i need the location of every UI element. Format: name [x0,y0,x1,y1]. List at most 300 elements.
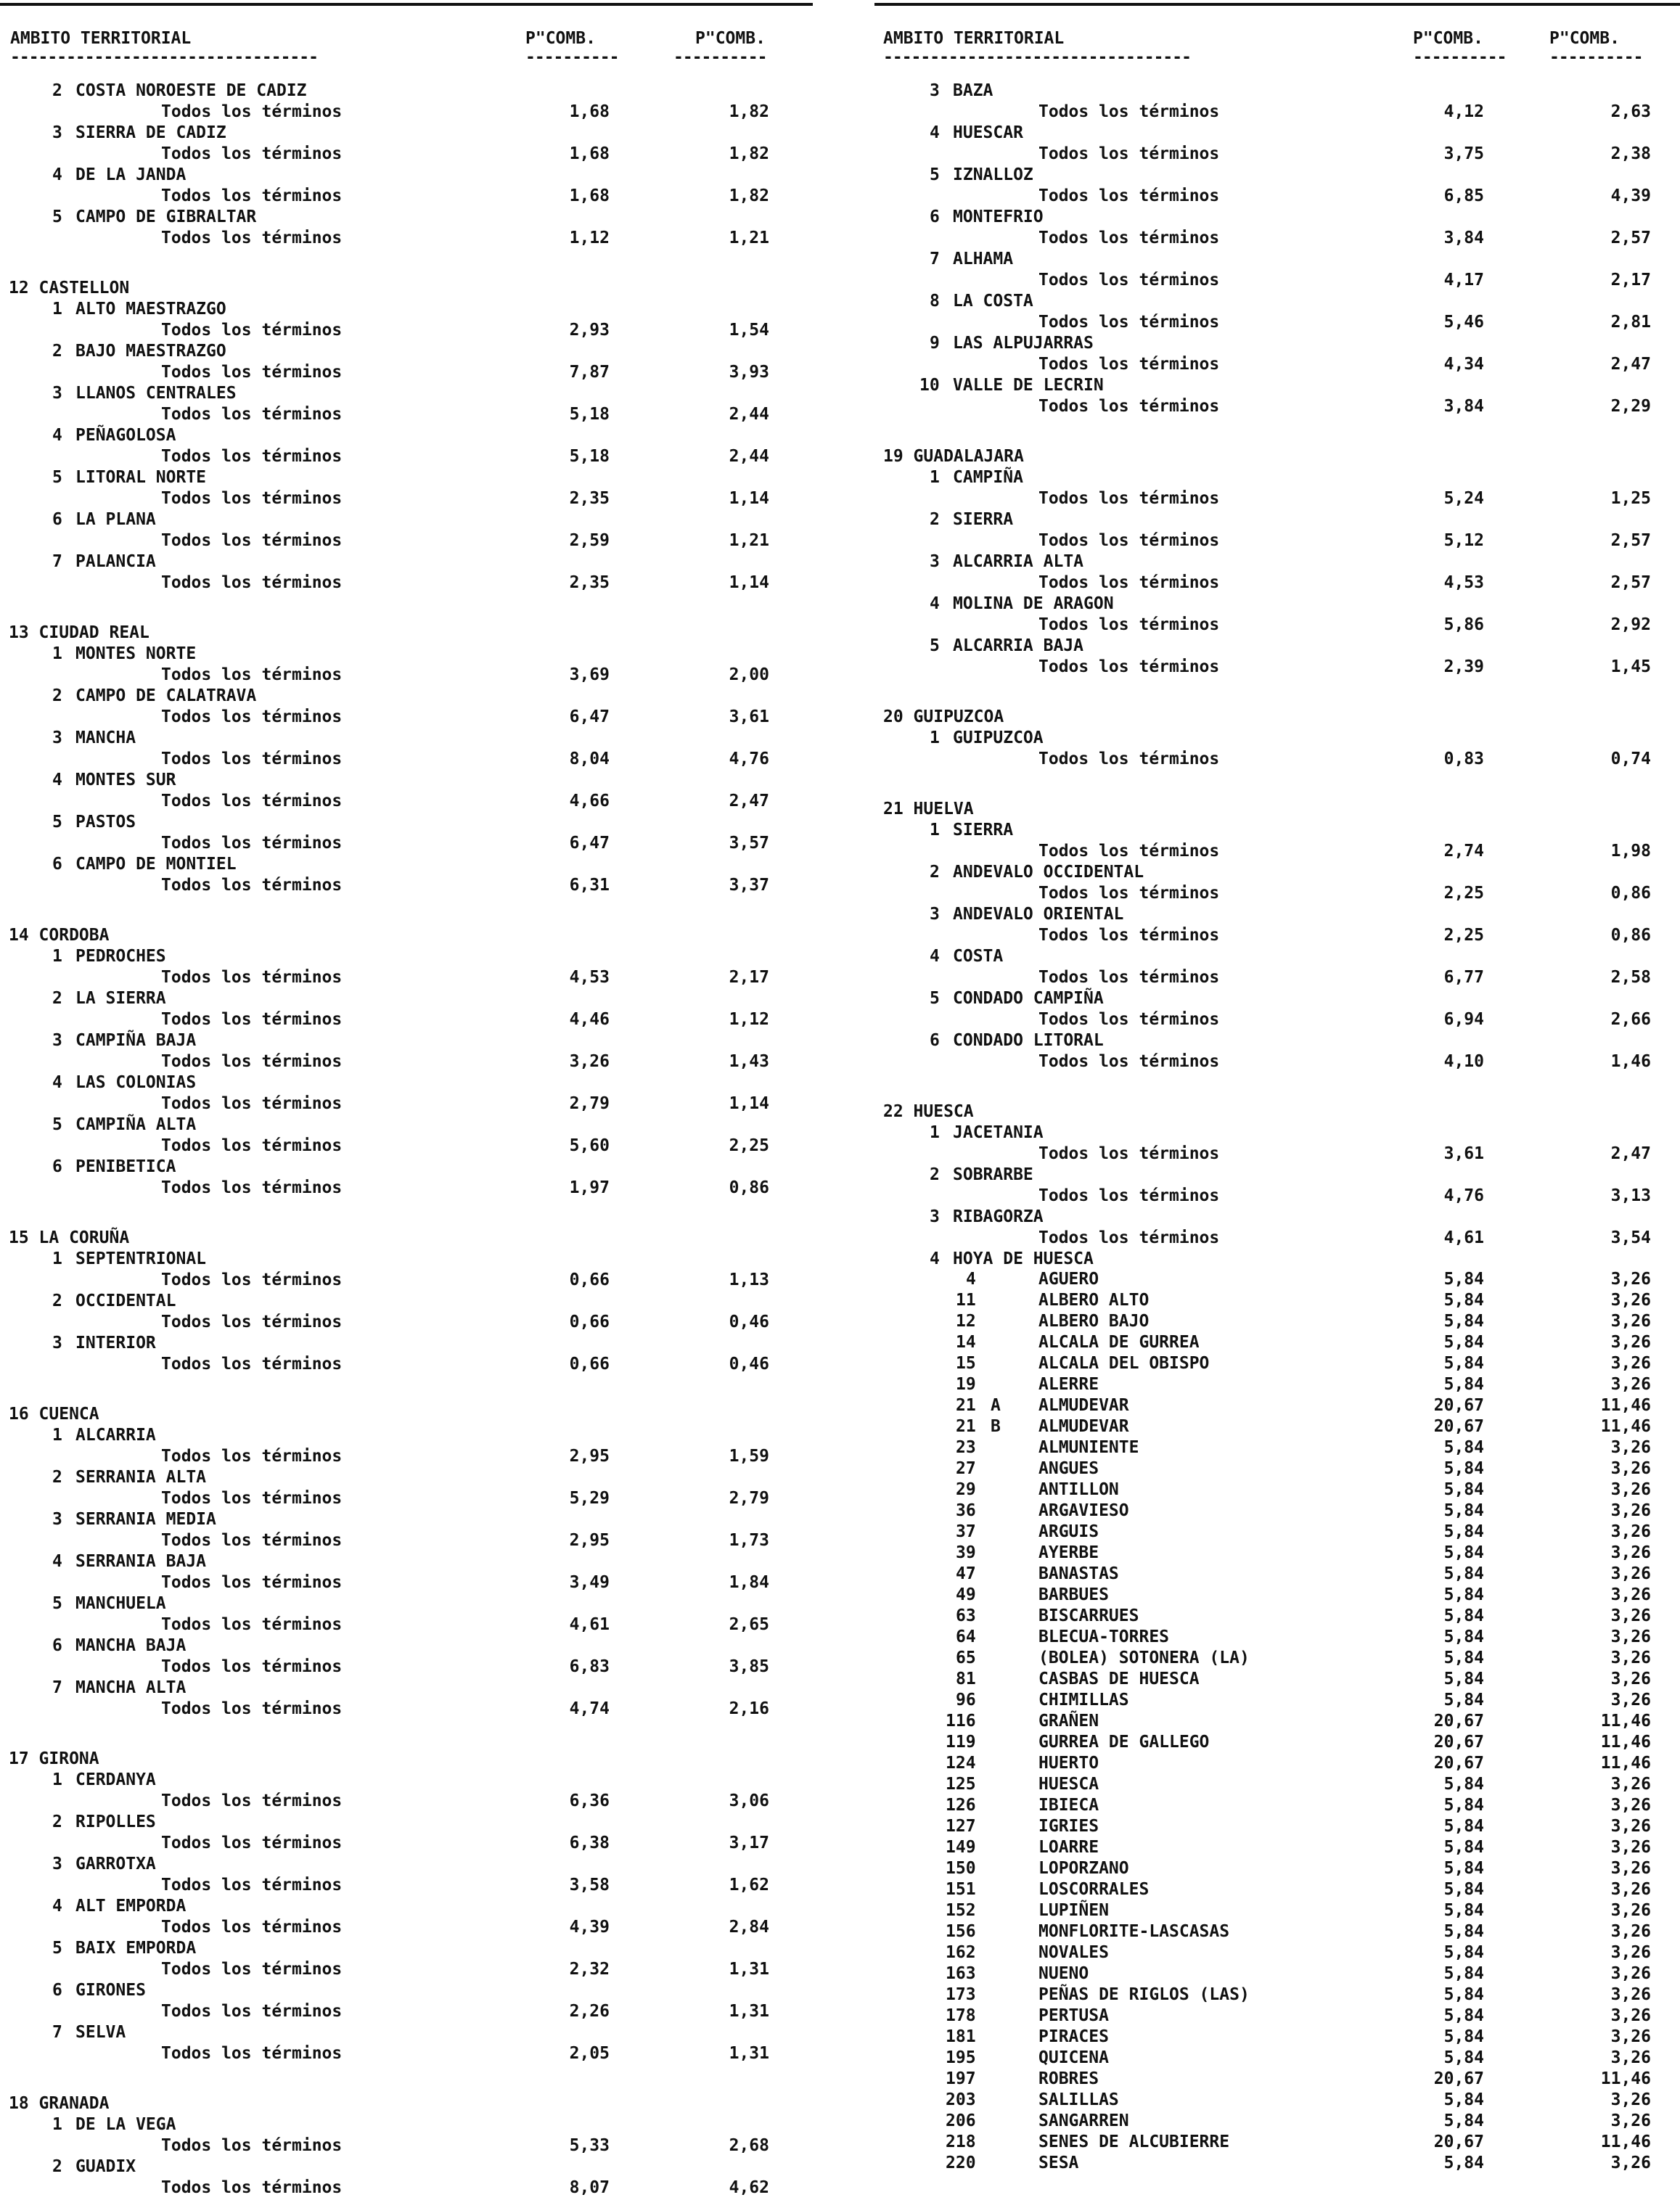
all-terms-label: Todos los términos [1038,102,1220,121]
municipality-row [874,1902,1680,1923]
all-terms-label: Todos los términos [1038,229,1220,247]
row-all [0,405,813,427]
province-heading: 13 CIUDAD REAL [9,623,149,642]
pcomb-value-2: 11,46 [1600,2133,1651,2151]
row-all [874,397,1680,419]
municipality-row [874,2091,1680,2112]
pcomb-value-1: 5,84 [1443,1628,1484,1646]
pcomb-value-2: 4,62 [729,2178,769,2197]
row-all [0,1094,813,1116]
row-zone [0,552,813,574]
zone-number: 3 [52,1334,62,1353]
row-zone [0,989,813,1011]
municipality-name: (BOLEA) SOTONERA (LA) [1038,1649,1250,1667]
municipality-code: 119 [946,1733,976,1752]
all-terms-label: Todos los términos [161,1271,343,1289]
pcomb-value-2: 3,26 [1610,1880,1651,1899]
pcomb-value-1: 5,84 [1443,1796,1484,1815]
row-zone [0,1073,813,1095]
province-heading: 17 GIRONA [9,1749,99,1768]
pcomb-value-2: 2,29 [1610,397,1651,416]
pcomb-value-1: 5,84 [1443,1564,1484,1583]
pcomb-value-2: 1,14 [729,573,769,592]
municipality-row [874,1418,1680,1439]
pcomb-value-2: 2,16 [729,1699,769,1718]
municipality-name: GRAÑEN [1038,1712,1099,1731]
pcomb-value-1: 5,84 [1443,1291,1484,1310]
municipality-name: SANGARREN [1038,2111,1129,2130]
pcomb-value-2: 1,46 [1610,1052,1651,1071]
row-all [874,968,1680,990]
all-terms-label: Todos los términos [1038,750,1220,768]
row-prov [0,623,813,645]
pcomb-value-2: 2,44 [729,405,769,424]
pcomb-value-2: 2,68 [729,2136,769,2155]
zone-name: PALANCIA [75,552,156,571]
zone-number: 5 [52,208,62,226]
pcomb-value-2: 2,57 [1610,573,1651,592]
zone-number: 1 [52,2115,62,2134]
municipality-row [874,1733,1680,1754]
pcomb-value-2: 3,26 [1610,2111,1651,2130]
pcomb-value-2: 1,14 [729,1094,769,1113]
row-zone [0,1249,813,1271]
municipality-row [874,2112,1680,2133]
pcomb-value-1: 5,84 [1443,1501,1484,1520]
pcomb-value-2: 3,26 [1610,1480,1651,1499]
pcomb-value-1: 3,58 [569,1876,610,1895]
pcomb-value-1: 0,66 [569,1355,610,1374]
pcomb-value-1: 5,84 [1443,1901,1484,1920]
zone-name: BAJO MAESTRAZGO [75,342,226,361]
row-zone [874,947,1680,969]
pcomb-value-2: 3,26 [1610,1543,1651,1562]
municipality-suffix: A [991,1396,1001,1415]
municipality-row [874,1860,1680,1881]
pcomb-value-1: 5,84 [1443,1354,1484,1373]
zone-name: INTERIOR [75,1334,156,1353]
all-terms-label: Todos los términos [161,834,343,853]
zone-number: 4 [52,771,62,789]
pcomb-value-1: 4,34 [1443,355,1484,374]
all-terms-label: Todos los términos [1038,884,1220,903]
zone-name: IZNALLOZ [953,165,1033,184]
pcomb-value-1: 3,69 [569,665,610,684]
row-all [0,2178,813,2200]
pcomb-value-2: 3,26 [1610,2154,1651,2172]
zone-number: 1 [52,947,62,966]
pcomb-value-1: 5,84 [1443,1922,1484,1941]
pcomb-value-1: 5,84 [1443,1649,1484,1667]
zone-number: 6 [52,1636,62,1655]
municipality-name: IGRIES [1038,1817,1099,1836]
all-terms-label: Todos los términos [161,1699,343,1718]
municipality-code: 47 [956,1564,976,1583]
row-all [0,2044,813,2066]
all-terms-label: Todos los términos [161,1313,343,1331]
municipality-name: LOARRE [1038,1838,1099,1857]
pcomb-value-2: 3,26 [1610,1354,1651,1373]
all-terms-label: Todos los términos [1038,573,1220,592]
pcomb-value-2: 2,58 [1610,968,1651,987]
municipality-row [874,1481,1680,1502]
pcomb-value-1: 6,83 [569,1657,610,1676]
zone-number: 9 [930,334,940,353]
municipality-code: 15 [956,1354,976,1373]
all-terms-label: Todos los términos [161,363,343,382]
municipality-name: LOPORZANO [1038,1859,1129,1878]
pcomb-value-2: 1,25 [1610,489,1651,508]
municipality-code: 181 [946,2027,976,2046]
row-zone [874,552,1680,574]
zone-number: 7 [52,1678,62,1697]
pcomb-value-2: 2,44 [729,447,769,466]
pcomb-value-2: 3,57 [729,834,769,853]
zone-name: MANCHA BAJA [75,1636,187,1655]
zone-name: SIERRA DE CADIZ [75,123,226,142]
zone-number: 2 [52,2157,62,2176]
all-terms-label: Todos los términos [161,1834,343,1852]
municipality-code: 36 [956,1501,976,1520]
all-terms-label: Todos los términos [161,1573,343,1592]
municipality-row [874,1628,1680,1649]
pcomb-value-2: 1,59 [729,1447,769,1466]
municipality-name: BARBUES [1038,1585,1109,1604]
row-all [0,363,813,385]
municipality-name: SENES DE ALCUBIERRE [1038,2133,1230,2151]
row-zone [874,905,1680,927]
municipality-name: CHIMILLAS [1038,1691,1129,1709]
zone-number: 4 [52,1073,62,1092]
row-zone [0,1636,813,1658]
municipality-code: 206 [946,2111,976,2130]
province-heading: 22 HUESCA [883,1102,974,1121]
province-heading: 20 GUIPUZCOA [883,707,1004,726]
row-all [0,1489,813,1511]
zone-number: 4 [930,1249,940,1268]
municipality-name: ALBERO ALTO [1038,1291,1150,1310]
pcomb-value-1: 4,46 [569,1010,610,1029]
municipality-code: 65 [956,1649,976,1667]
municipality-code: 21 [956,1396,976,1415]
row-zone [874,81,1680,103]
zone-number: 4 [52,1897,62,1916]
zone-name: CONDADO CAMPIÑA [953,989,1104,1008]
all-terms-label: Todos los términos [161,1355,343,1374]
zone-number: 4 [52,426,62,445]
row-all [0,1918,813,1940]
municipality-code: 150 [946,1859,976,1878]
pcomb-value-1: 7,87 [569,363,610,382]
row-zone [874,468,1680,490]
row-all [0,1573,813,1595]
pcomb-value-2: 1,12 [729,1010,769,1029]
zone-number: 3 [52,1855,62,1873]
header-pcomb-1: P"COMB. [525,29,596,48]
row-all [0,968,813,990]
municipality-name: PEÑAS DE RIGLOS (LAS) [1038,1985,1250,2004]
municipality-name: BISCARRUES [1038,1606,1139,1625]
all-terms-label: Todos los términos [1038,313,1220,332]
row-zone [0,1115,813,1137]
pcomb-value-1: 4,74 [569,1699,610,1718]
pcomb-value-1: 1,68 [569,102,610,121]
zone-name: LAS ALPUJARRAS [953,334,1094,353]
pcomb-value-1: 5,84 [1443,2027,1484,2046]
pcomb-value-1: 5,84 [1443,1691,1484,1709]
municipality-row [874,1334,1680,1355]
row-all [0,1657,813,1679]
pcomb-value-2: 3,26 [1610,2048,1651,2067]
zone-number: 4 [52,1552,62,1571]
pcomb-value-1: 6,77 [1443,968,1484,987]
all-terms-label: Todos los términos [161,489,343,508]
pcomb-value-1: 5,18 [569,447,610,466]
municipality-code: 127 [946,1817,976,1836]
pcomb-value-2: 3,26 [1610,1859,1651,1878]
pcomb-value-2: 3,06 [729,1791,769,1810]
pcomb-value-2: 1,82 [729,186,769,205]
row-zone [0,728,813,750]
pcomb-value-1: 2,32 [569,1960,610,1979]
all-terms-label: Todos los términos [161,1052,343,1071]
pcomb-value-1: 2,05 [569,2044,610,2063]
pcomb-value-1: 2,95 [569,1447,610,1466]
municipality-row [874,2070,1680,2091]
row-zone [0,342,813,364]
all-terms-label: Todos los términos [161,1178,343,1197]
row-all [874,1228,1680,1250]
pcomb-value-2: 3,26 [1610,1522,1651,1541]
pcomb-value-1: 20,67 [1433,1396,1484,1415]
municipality-row [874,1965,1680,1986]
municipality-row [874,1565,1680,1586]
pcomb-value-1: 3,26 [569,1052,610,1071]
pcomb-value-2: 2,47 [1610,1144,1651,1163]
all-terms-label: Todos los términos [161,1960,343,1979]
zone-name: GIRONES [75,1981,146,2000]
row-all [0,1178,813,1200]
municipality-name: PERTUSA [1038,2006,1109,2025]
pcomb-value-1: 4,76 [1443,1186,1484,1205]
pcomb-value-2: 1,84 [729,1573,769,1592]
municipality-code: 173 [946,1985,976,2004]
pcomb-value-2: 3,26 [1610,1312,1651,1331]
municipality-row [874,1523,1680,1544]
zone-number: 3 [52,384,62,403]
zone-name: PEÑAGOLOSA [75,426,176,445]
all-terms-label: Todos los términos [1038,615,1220,634]
row-all [874,1010,1680,1032]
municipality-code: 12 [956,1312,976,1331]
all-terms-label: Todos los términos [1038,926,1220,945]
zone-number: 2 [52,81,62,100]
zone-name: JACETANIA [953,1123,1044,1142]
row-zone [0,468,813,490]
all-terms-label: Todos los términos [1038,1144,1220,1163]
row-zone [0,384,813,406]
all-terms-label: Todos los términos [161,1010,343,1029]
row-all [0,1531,813,1553]
pcomb-value-2: 3,54 [1610,1228,1651,1247]
municipality-code: 197 [946,2069,976,2088]
all-terms-label: Todos los términos [1038,1228,1220,1247]
zone-name: SEPTENTRIONAL [75,1249,207,1268]
row-zone [0,644,813,666]
row-all [0,573,813,595]
row-all [0,1052,813,1074]
pcomb-value-1: 3,75 [1443,144,1484,163]
pcomb-value-1: 5,18 [569,405,610,424]
row-zone [0,771,813,792]
pcomb-value-1: 5,84 [1443,1459,1484,1478]
municipality-code: 63 [956,1606,976,1625]
zone-name: RIBAGORZA [953,1207,1044,1226]
row-all [874,271,1680,292]
municipality-row [874,1818,1680,1839]
row-zone [0,1510,813,1532]
zone-number: 3 [930,1207,940,1226]
pcomb-value-2: 3,37 [729,876,769,895]
pcomb-value-1: 5,84 [1443,1775,1484,1794]
row-all [874,750,1680,771]
pcomb-value-2: 3,93 [729,363,769,382]
all-terms-label: Todos los términos [161,707,343,726]
zone-number: 2 [52,686,62,705]
row-prov [0,926,813,948]
all-terms-label: Todos los términos [161,1918,343,1937]
zone-name: COSTA NOROESTE DE CADIZ [75,81,307,100]
pcomb-value-2: 1,73 [729,1531,769,1550]
row-zone [874,123,1680,145]
municipality-code: 152 [946,1901,976,1920]
municipality-name: ALCALA DEL OBISPO [1038,1354,1210,1373]
row-zone [0,1981,813,2003]
row-all [0,834,813,855]
municipality-row [874,1944,1680,1965]
pcomb-value-1: 0,66 [569,1271,610,1289]
row-all [874,102,1680,124]
municipality-code: 126 [946,1796,976,1815]
row-all [874,313,1680,334]
zone-number: 3 [52,1031,62,1050]
all-terms-label: Todos los términos [1038,1186,1220,1205]
municipality-code: 149 [946,1838,976,1857]
zone-name: GARROTXA [75,1855,156,1873]
pcomb-value-1: 5,84 [1443,1670,1484,1688]
municipality-code: 163 [946,1964,976,1983]
row-zone [0,1939,813,1961]
pcomb-value-1: 2,25 [1443,926,1484,945]
all-terms-label: Todos los términos [1038,144,1220,163]
row-prov [0,1228,813,1250]
row-zone [0,208,813,229]
pcomb-value-2: 11,46 [1600,1733,1651,1752]
row-all [0,1960,813,1982]
header-rule-a: --------------------------------- [10,48,318,67]
municipality-row [874,1376,1680,1397]
zone-number: 2 [930,863,940,882]
zone-number: 5 [930,989,940,1008]
header-pcomb-2: P"COMB. [695,29,766,48]
pcomb-value-2: 1,14 [729,489,769,508]
pcomb-value-2: 2,79 [729,1489,769,1508]
pcomb-value-1: 5,84 [1443,1964,1484,1983]
all-terms-label: Todos los términos [161,229,343,247]
row-zone [0,686,813,708]
zone-name: ANDEVALO ORIENTAL [953,905,1124,924]
pcomb-value-2: 3,26 [1610,1901,1651,1920]
municipality-suffix: B [991,1417,1001,1436]
pcomb-value-2: 2,47 [1610,355,1651,374]
pcomb-value-1: 5,84 [1443,1438,1484,1457]
municipality-name: IBIECA [1038,1796,1099,1815]
zone-name: SIERRA [953,821,1014,840]
zone-name: CAMPO DE CALATRAVA [75,686,257,705]
zone-name: MONTEFRIO [953,208,1044,226]
all-terms-label: Todos los términos [161,1876,343,1895]
municipality-row [874,1839,1680,1860]
pcomb-value-1: 5,84 [1443,1333,1484,1352]
zone-number: 6 [52,510,62,529]
row-all [874,842,1680,863]
row-zone [0,1426,813,1448]
zone-number: 1 [52,1770,62,1789]
row-all [874,355,1680,377]
zone-name: HOYA DE HUESCA [953,1249,1094,1268]
pcomb-value-2: 3,26 [1610,1270,1651,1289]
zone-number: 2 [930,1165,940,1184]
row-zone [0,81,813,103]
row-prov [0,1749,813,1771]
row-all [0,1271,813,1292]
pcomb-value-1: 4,10 [1443,1052,1484,1071]
pcomb-value-2: 3,85 [729,1657,769,1676]
zone-number: 1 [52,1426,62,1445]
zone-name: LITORAL NORTE [75,468,207,487]
pcomb-value-2: 3,13 [1610,1186,1651,1205]
pcomb-value-2: 2,57 [1610,531,1651,550]
row-all [874,531,1680,553]
row-all [874,615,1680,637]
header-rule-a: --------------------------------- [883,48,1191,67]
zone-number: 3 [52,1510,62,1529]
pcomb-value-1: 0,66 [569,1313,610,1331]
zone-number: 1 [52,300,62,319]
zone-name: ALCARRIA [75,1426,156,1445]
pcomb-value-1: 5,29 [569,1489,610,1508]
all-terms-label: Todos los términos [161,1489,343,1508]
pcomb-value-1: 4,66 [569,792,610,810]
zone-number: 5 [52,813,62,832]
zone-name: SELVA [75,2023,126,2042]
zone-number: 7 [52,2023,62,2042]
zone-name: VALLE DE LECRIN [953,376,1104,395]
pcomb-value-1: 0,83 [1443,750,1484,768]
zone-number: 6 [930,208,940,226]
municipality-name: ANGUES [1038,1459,1099,1478]
header-rule-b: ---------- [525,48,619,67]
row-zone [874,208,1680,229]
municipality-row [874,1502,1680,1523]
pcomb-value-2: 3,26 [1610,1838,1651,1857]
municipality-code: 64 [956,1628,976,1646]
municipality-row [874,1670,1680,1691]
zone-number: 5 [52,1115,62,1134]
municipality-code: 195 [946,2048,976,2067]
pcomb-value-1: 3,84 [1443,397,1484,416]
row-zone [874,989,1680,1011]
